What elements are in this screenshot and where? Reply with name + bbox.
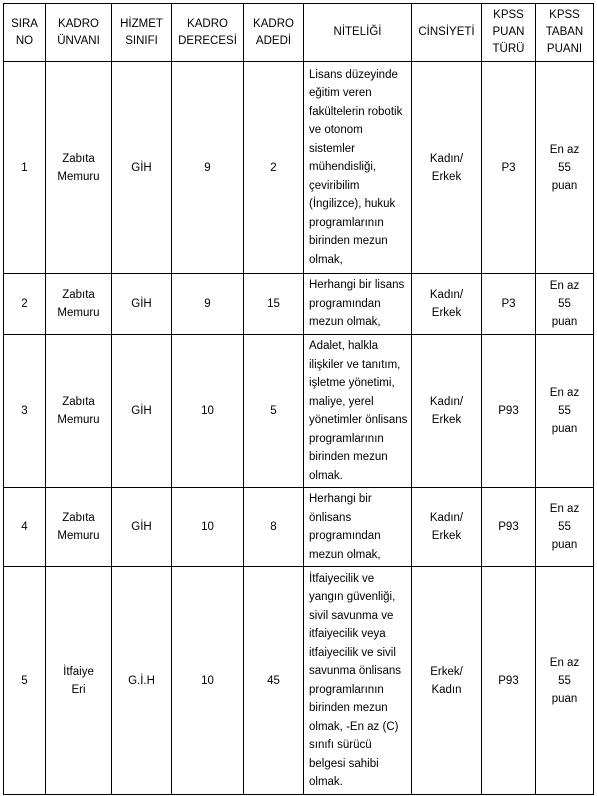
cell-unvan: Zabıta Memuru (46, 274, 112, 335)
cell-sira: 5 (4, 567, 46, 795)
cell-taban: En az 55 puan (536, 62, 594, 274)
cell-sinif: GİH (112, 488, 172, 567)
cell-cinsiyet: Erkek/ Kadın (412, 567, 482, 795)
table-row (4, 274, 594, 335)
cell-adet: 8 (244, 488, 304, 567)
header-kadro-unvani: KADRO ÜNVANI (46, 4, 112, 62)
cell-unvan: Zabıta Memuru (46, 335, 112, 488)
cell-sira: 1 (4, 62, 46, 274)
cell-sira: 3 (4, 335, 46, 488)
cell-nitelik: Herhangi bir önlisans programından mezun olmak, (304, 488, 412, 567)
cell-adet: 45 (244, 567, 304, 795)
cell-taban: En az 55 puan (536, 274, 594, 335)
cell-unvan: Zabıta Memuru (46, 488, 112, 567)
cell-derece: 10 (172, 488, 244, 567)
cell-nitelik: İtfaiyecilik ve yangın güvenliği, sivil savunma ve itfaiyecilik veya itfaiyecilik ve sivil savunma önlisans programlarının birinden mezun olmak, -En az (C) sınıfı sürücü belgesi sahibi olmak. (304, 567, 412, 795)
cell-cinsiyet: Kadın/ Erkek (412, 274, 482, 335)
table-row (4, 335, 594, 488)
cell-sinif: G.İ.H (112, 567, 172, 795)
cell-adet: 15 (244, 274, 304, 335)
cell-sira: 2 (4, 274, 46, 335)
cell-puan-turu: P93 (482, 567, 536, 795)
header-kadro-derecesi: KADRO DERECESİ (172, 4, 244, 62)
cell-taban: En az 55 puan (536, 488, 594, 567)
cell-unvan: İtfaiye Eri (46, 567, 112, 795)
cell-sinif: GİH (112, 62, 172, 274)
header-niteligi: NİTELİĞİ (304, 4, 412, 62)
header-kadro-adedi: KADRO ADEDİ (244, 4, 304, 62)
cell-nitelik: Herhangi bir lisans programından mezun olmak, (304, 274, 412, 335)
cell-puan-turu: P93 (482, 335, 536, 488)
cell-puan-turu: P93 (482, 488, 536, 567)
cell-puan-turu: P3 (482, 274, 536, 335)
cell-cinsiyet: Kadın/ Erkek (412, 488, 482, 567)
header-row (4, 4, 594, 62)
header-cinsiyeti: CİNSİYETİ (412, 4, 482, 62)
cell-taban: En az 55 puan (536, 567, 594, 795)
cell-adet: 5 (244, 335, 304, 488)
cell-derece: 10 (172, 335, 244, 488)
table-row (4, 567, 594, 795)
header-sira-no: SIRA NO (4, 4, 46, 62)
cell-cinsiyet: Kadın/ Erkek (412, 62, 482, 274)
cell-derece: 9 (172, 62, 244, 274)
table-row (4, 62, 594, 274)
header-hizmet-sinifi: HİZMET SINIFI (112, 4, 172, 62)
cell-adet: 2 (244, 62, 304, 274)
header-kpss-puan-turu: KPSS PUAN TÜRÜ (482, 4, 536, 62)
cell-unvan: Zabıta Memuru (46, 62, 112, 274)
cell-nitelik: Adalet, halkla ilişkiler ve tanıtım, işletme yönetimi, maliye, yerel yönetimler önlisans programlarının birinden mezun olmak. (304, 335, 412, 488)
cell-taban: En az 55 puan (536, 335, 594, 488)
cell-sinif: GİH (112, 274, 172, 335)
cell-puan-turu: P3 (482, 62, 536, 274)
table-row (4, 488, 594, 567)
cell-sinif: GİH (112, 335, 172, 488)
cell-derece: 9 (172, 274, 244, 335)
kadro-table (3, 3, 594, 795)
header-kpss-taban-puani: KPSS TABAN PUANI (536, 4, 594, 62)
cell-derece: 10 (172, 567, 244, 795)
cell-nitelik: Lisans düzeyinde eğitim veren fakültelerin robotik ve otonom sistemler mühendisliği, çeviribilim (İngilizce), hukuk programlarının birinden mezun olmak, (304, 62, 412, 274)
cell-cinsiyet: Kadın/ Erkek (412, 335, 482, 488)
cell-sira: 4 (4, 488, 46, 567)
